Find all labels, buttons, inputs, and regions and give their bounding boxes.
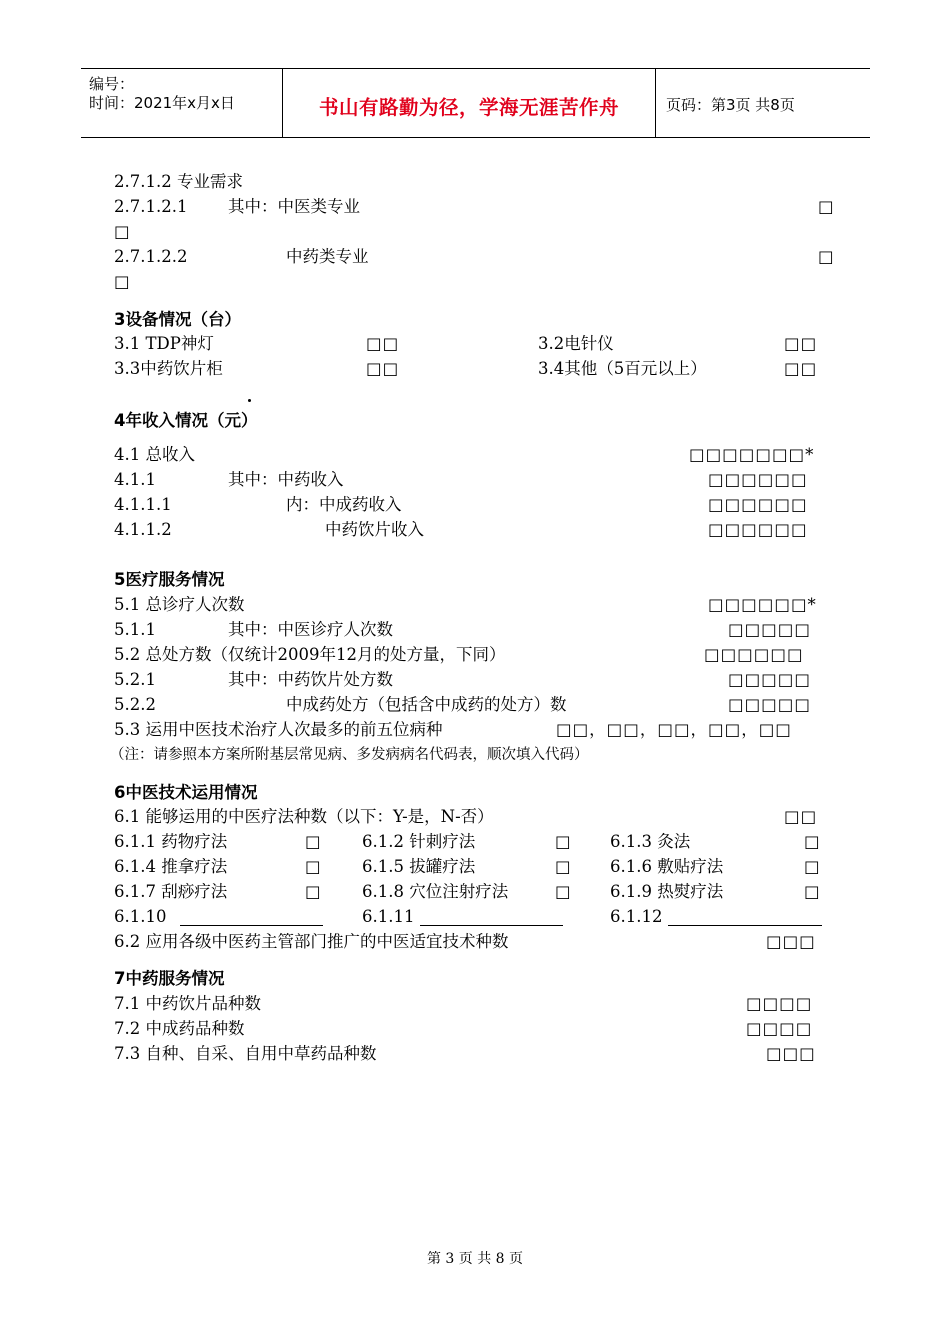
item-4-1-1-code: 4.1.1 <box>114 470 156 489</box>
document-number-label: 编号： <box>89 75 135 93</box>
input-box[interactable]: □□□□□□□* <box>689 445 815 464</box>
motto-text: 书山有路勤为径，学海无涯苦作舟 <box>318 96 619 119</box>
input-box[interactable]: □□ <box>784 807 818 826</box>
item-4-1-1-1-code: 4.1.1.1 <box>114 495 172 514</box>
item-6-1-9: 6.1.9 热熨疗法 <box>610 882 724 901</box>
page-footer: 第 3 页 共 8 页 <box>426 1251 524 1267</box>
blank-line-6-1-12[interactable] <box>668 925 822 926</box>
item-5-1-1-code: 5.1.1 <box>114 620 156 639</box>
document-time-label: 时间：2021年x月x日 <box>89 94 235 112</box>
blank-line-6-1-11[interactable] <box>420 925 563 926</box>
item-6-1-3: 6.1.3 灸法 <box>610 832 691 851</box>
item-7-3: 7.3 自种、自采、自用中草药品种数 <box>114 1044 377 1063</box>
item-4-1-1-label: 其中：中药收入 <box>228 470 344 489</box>
input-box[interactable]: □□□□□□ <box>708 520 808 539</box>
section-title-tcm-drug-service: 7中药服务情况 <box>114 969 225 988</box>
input-box[interactable]: □□ <box>366 359 400 378</box>
item-7-2: 7.2 中成药品种数 <box>114 1019 245 1038</box>
input-box[interactable]: □ <box>114 272 131 291</box>
item-6-1: 6.1 能够运用的中医疗法种数（以下：Y-是，N-否） <box>114 807 494 826</box>
input-box[interactable]: □□ <box>784 334 818 353</box>
item-6-1-1: 6.1.1 药物疗法 <box>114 832 228 851</box>
item-2-7-1-2-2-label: 中药类专业 <box>286 247 369 266</box>
item-6-1-2: 6.1.2 针刺疗法 <box>362 832 476 851</box>
input-box[interactable]: □ <box>818 197 835 216</box>
item-6-1-11: 6.1.11 <box>362 907 415 926</box>
section-title-equipment: 3设备情况（台） <box>114 310 241 329</box>
item-6-1-5: 6.1.5 拔罐疗法 <box>362 857 476 876</box>
item-2-7-1-2-1-code: 2.7.1.2.1 <box>114 197 188 216</box>
item-5-1-1-label: 其中：中医诊疗人次数 <box>228 620 393 639</box>
item-6-1-6: 6.1.6 敷贴疗法 <box>610 857 724 876</box>
emphasis-dot <box>248 399 251 402</box>
item-4-1-1-1-label: 内：中成药收入 <box>286 495 402 514</box>
item-2-7-1-2: 2.7.1.2 专业需求 <box>114 172 243 191</box>
blank-line-6-1-10[interactable] <box>180 925 323 926</box>
checkbox[interactable]: □ <box>555 832 572 851</box>
checkbox[interactable]: □ <box>555 857 572 876</box>
checkbox[interactable]: □ <box>555 882 572 901</box>
input-box[interactable]: □□ <box>784 359 818 378</box>
item-3-3: 3.3中药饮片柜 <box>114 359 223 378</box>
input-box[interactable]: □□□□□□* <box>708 595 817 614</box>
section-title-income: 4年收入情况（元） <box>114 411 258 430</box>
checkbox[interactable]: □ <box>804 832 821 851</box>
item-5-1: 5.1 总诊疗人次数 <box>114 595 245 614</box>
input-box[interactable]: □□□□□□ <box>708 495 808 514</box>
item-3-2: 3.2电针仪 <box>538 334 614 353</box>
page-header <box>81 68 870 138</box>
input-box[interactable]: □ <box>114 222 131 241</box>
item-2-7-1-2-1-label: 其中：中医类专业 <box>228 197 360 216</box>
header-page-number: 页码：第3页 共8页 <box>666 96 795 114</box>
item-4-1-1-2-label: 中药饮片收入 <box>325 520 424 539</box>
item-4-1-1-2-code: 4.1.1.2 <box>114 520 172 539</box>
item-6-1-4: 6.1.4 推拿疗法 <box>114 857 228 876</box>
section-title-tcm-technique: 6中医技术运用情况 <box>114 783 258 802</box>
item-7-1: 7.1 中药饮片品种数 <box>114 994 261 1013</box>
disease-code-boxes[interactable]: □□，□□，□□，□□，□□ <box>556 720 792 739</box>
input-box[interactable]: □□□□□□ <box>708 470 808 489</box>
header-meta-cell <box>81 69 283 137</box>
checkbox[interactable]: □ <box>305 832 322 851</box>
item-5-2: 5.2 总处方数（仅统计2009年12月的处方量，下同） <box>114 645 506 664</box>
checkbox[interactable]: □ <box>804 882 821 901</box>
item-5-3: 5.3 运用中医技术治疗人次最多的前五位病种 <box>114 720 443 739</box>
item-3-1: 3.1 TDP神灯 <box>114 334 214 353</box>
input-box[interactable]: □□□ <box>766 1044 816 1063</box>
input-box[interactable]: □□□□□□ <box>704 645 804 664</box>
item-5-2-1-label: 其中：中药饮片处方数 <box>228 670 393 689</box>
checkbox[interactable]: □ <box>305 882 322 901</box>
item-6-1-8: 6.1.8 穴位注射疗法 <box>362 882 509 901</box>
item-5-2-2-label: 中成药处方（包括含中成药的处方）数 <box>286 695 567 714</box>
section-title-medical-service: 5医疗服务情况 <box>114 570 225 589</box>
header-motto-cell <box>283 69 656 137</box>
item-4-1: 4.1 总收入 <box>114 445 195 464</box>
item-2-7-1-2-2-code: 2.7.1.2.2 <box>114 247 188 266</box>
input-box[interactable]: □□□□ <box>746 1019 813 1038</box>
checkbox[interactable]: □ <box>804 857 821 876</box>
note-text: （注：请参照本方案所附基层常见病、多发病病名代码表，顺次填入代码） <box>110 747 589 763</box>
checkbox[interactable]: □ <box>305 857 322 876</box>
item-3-4: 3.4其他（5百元以上） <box>538 359 707 378</box>
input-box[interactable]: □□ <box>366 334 400 353</box>
item-6-1-10: 6.1.10 <box>114 907 167 926</box>
item-6-2: 6.2 应用各级中医药主管部门推广的中医适宜技术种数 <box>114 932 509 951</box>
item-5-2-1-code: 5.2.1 <box>114 670 156 689</box>
item-5-2-2-code: 5.2.2 <box>114 695 156 714</box>
input-box[interactable]: □□□ <box>766 932 816 951</box>
input-box[interactable]: □□□□ <box>746 994 813 1013</box>
input-box[interactable]: □□□□□ <box>728 670 811 689</box>
header-page-cell <box>656 69 870 137</box>
item-6-1-7: 6.1.7 刮痧疗法 <box>114 882 228 901</box>
item-6-1-12: 6.1.12 <box>610 907 663 926</box>
input-box[interactable]: □□□□□ <box>728 695 811 714</box>
input-box[interactable]: □ <box>818 247 835 266</box>
input-box[interactable]: □□□□□ <box>728 620 811 639</box>
